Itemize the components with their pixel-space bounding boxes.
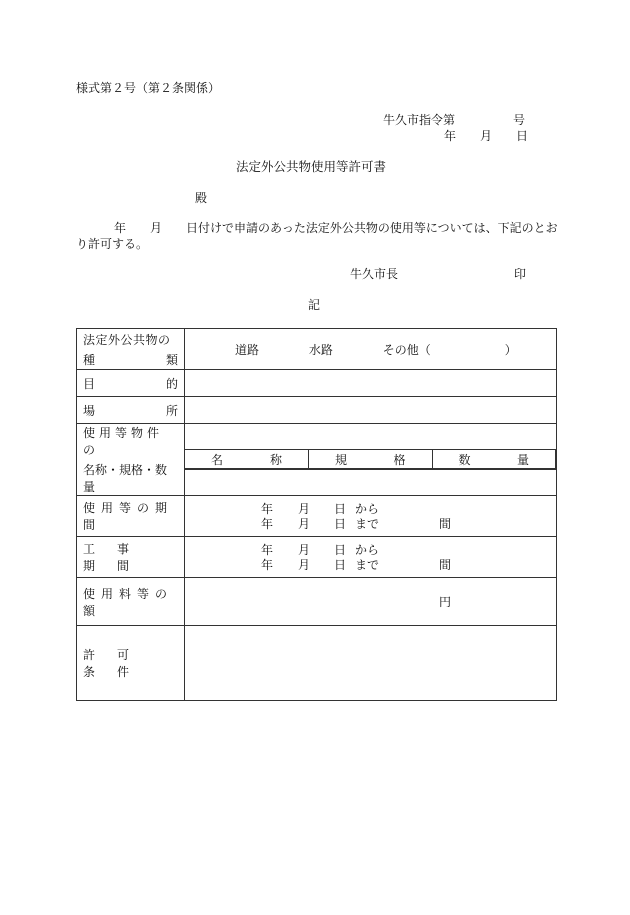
body-text: 日付けで申請のあった法定外公共物の使用等については、下記のとお	[186, 221, 558, 235]
date-month: 月	[480, 129, 493, 143]
addressee: 殿	[195, 191, 208, 205]
items-grid	[185, 424, 557, 496]
field-place[interactable]	[185, 397, 557, 424]
yen-unit: 円	[439, 595, 452, 609]
header-quantity: 数 量	[432, 450, 556, 469]
label-purpose: 目 的	[77, 370, 185, 397]
issue-date	[444, 130, 528, 142]
field-item-name[interactable]	[185, 469, 309, 470]
field-item-quantity[interactable]	[432, 469, 556, 470]
label-items-line1: 使用等物件の	[83, 426, 164, 457]
row-purpose	[77, 370, 557, 397]
issuer-name: 牛久市長	[350, 267, 399, 281]
order-number-suffix: 号	[513, 113, 526, 127]
body-month: 月	[150, 221, 163, 235]
option-waterway[interactable]: 水路	[308, 342, 333, 357]
row-fee	[77, 578, 557, 626]
row-construction-period	[77, 537, 557, 578]
field-conditions[interactable]	[185, 626, 557, 701]
type-options	[185, 329, 557, 370]
label-fee: 使用料等の額	[77, 578, 185, 626]
date-day: 日	[516, 129, 529, 143]
form-number: 様式第２号（第２条関係）	[76, 81, 221, 95]
option-other[interactable]: その他（	[382, 342, 431, 357]
row-use-period	[77, 496, 557, 537]
row-conditions	[77, 626, 557, 701]
row-type	[77, 329, 557, 370]
row-items	[77, 424, 557, 496]
label-type-line2: 種 類	[83, 352, 178, 367]
row-place	[77, 397, 557, 424]
label-items-line2: 名称・規格・数量	[83, 463, 168, 494]
field-item-spec[interactable]	[309, 469, 433, 470]
body-year: 年	[114, 221, 127, 235]
field-construction-period[interactable]: 年 月 日 から 年 月 日 まで 間	[185, 537, 557, 578]
header-spec: 規 格	[309, 450, 433, 469]
header-name: 名 称	[185, 450, 309, 469]
field-use-period[interactable]: 年 月 日 から 年 月 日 まで 間	[185, 496, 557, 537]
ki-heading: 記	[308, 298, 321, 312]
label-type-line1: 法定外公共物の	[83, 332, 171, 347]
body-line-2: り許可する。	[76, 237, 149, 251]
label-type	[77, 329, 185, 370]
label-place: 場 所	[77, 397, 185, 424]
option-road[interactable]: 道路	[235, 342, 260, 357]
order-number-prefix: 牛久市指令第	[383, 113, 456, 127]
order-number-line	[383, 114, 525, 126]
permit-table	[76, 328, 557, 701]
option-other-close: ）	[504, 342, 517, 357]
label-items	[77, 424, 185, 496]
document-title: 法定外公共物使用等許可書	[236, 159, 387, 174]
body-line-1	[114, 222, 558, 234]
label-conditions: 許可条件	[77, 626, 185, 701]
label-use-period: 使用等の期間	[77, 496, 185, 537]
field-fee[interactable]	[185, 578, 557, 626]
seal-mark: 印	[514, 267, 527, 281]
date-year: 年	[444, 129, 457, 143]
label-construction-period: 工事期間	[77, 537, 185, 578]
field-purpose[interactable]	[185, 370, 557, 397]
